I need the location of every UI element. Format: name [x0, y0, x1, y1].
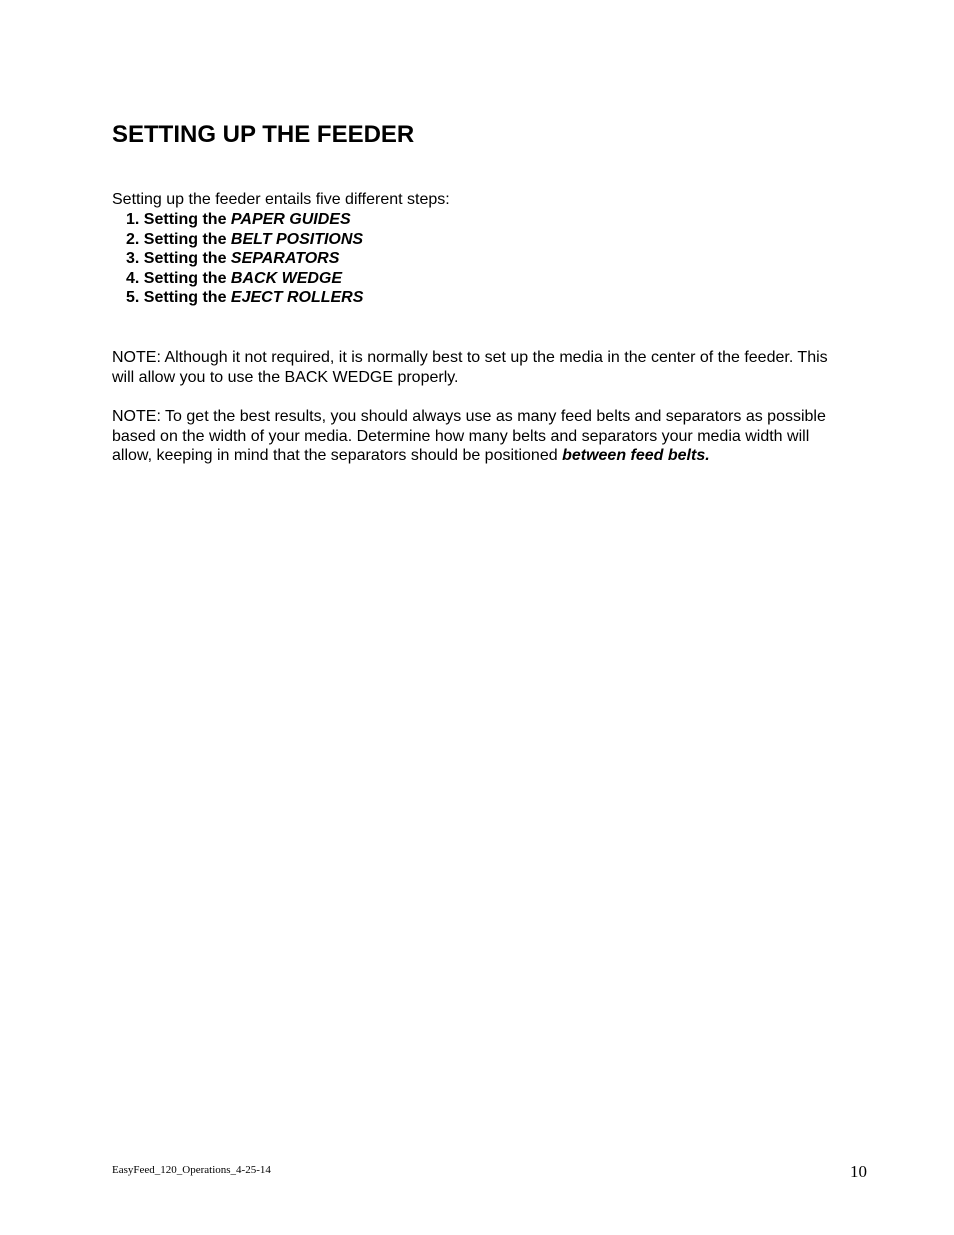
step-name: PAPER GUIDES [230, 211, 351, 228]
step-number: 3. [126, 250, 140, 267]
step-number: 2. [126, 230, 140, 248]
note-center-media [112, 348, 842, 387]
step-prefix: Setting the [143, 289, 227, 306]
note-text: NOTE: To get the best results, you should always use as many feed belts and separators as possible based on the width of your media. Determine how many belts and separators your media width will allow, keeping in mind that the separators should be positioned [112, 408, 826, 464]
footer-page-number: 10 [850, 1162, 867, 1181]
step-prefix: Setting the [143, 211, 227, 228]
step-prefix: Setting the [143, 269, 227, 287]
page-title: SETTING UP THE FEEDER [112, 121, 415, 148]
step-number: 1. [126, 211, 140, 228]
list-item [126, 230, 363, 250]
list-item [126, 249, 363, 269]
step-prefix: Setting the [143, 230, 227, 248]
intro-paragraph: Setting up the feeder entails five different steps: [112, 191, 450, 208]
step-number: 4. [126, 269, 140, 287]
footer-document-id: EasyFeed_120_Operations_4-25-14 [112, 1164, 271, 1176]
step-name: EJECT ROLLERS [230, 289, 364, 306]
step-name: SEPARATORS [230, 250, 340, 267]
list-item [126, 288, 363, 308]
setup-steps-list [126, 210, 363, 308]
step-name: BELT POSITIONS [230, 230, 364, 248]
note-best-results [112, 407, 842, 466]
note-text: NOTE: Although it not required, it is normally best to set up the media in the center of the feeder. This will allow you to use the BACK WEDGE properly. [112, 349, 828, 386]
step-number: 5. [126, 289, 140, 306]
step-prefix: Setting the [143, 250, 227, 267]
list-item [126, 210, 363, 230]
step-name: BACK WEDGE [230, 269, 343, 287]
list-item [126, 269, 363, 289]
note-emphasis: between feed belts. [562, 447, 710, 464]
